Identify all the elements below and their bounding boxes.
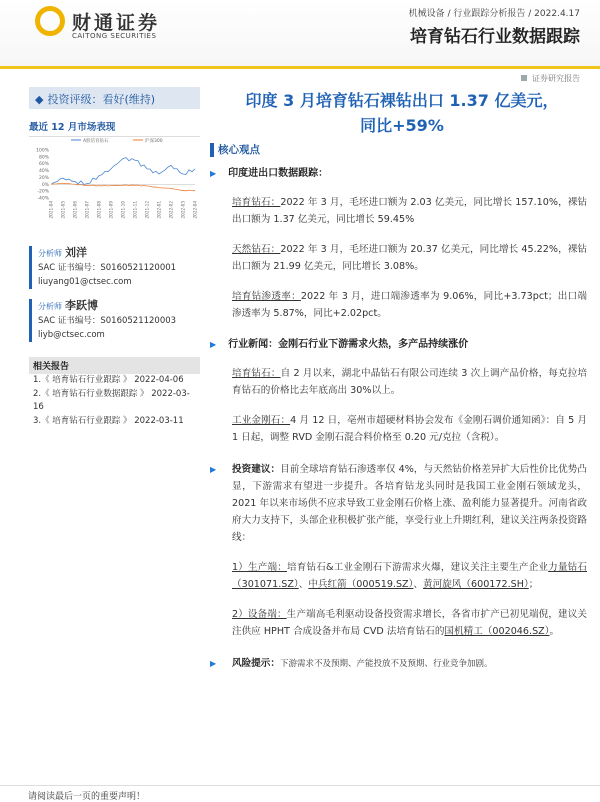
analyst-sac: SAC 证书编号：S0160521120003 bbox=[38, 316, 177, 326]
core-views-heading: 核心观点 bbox=[210, 143, 260, 157]
text: 2022 年 3 月，毛坯进口额为 20.37 亿美元，同比增长 45.22%，裸钻出口额为 21.99 亿美元，同比增长 3.08%。 bbox=[232, 244, 587, 272]
report-series-title: 培育钻石行业数据跟踪 bbox=[410, 27, 580, 47]
y-tick-label: 100% bbox=[36, 148, 49, 154]
footer-note: 请阅读最后一页的重要声明！ bbox=[28, 792, 146, 802]
related-report-link[interactable]: 1.《 培育钻石行业跟踪 》 2022-04-06 bbox=[33, 375, 184, 385]
x-tick-label: 2021-11 bbox=[132, 201, 138, 219]
footer-divider bbox=[0, 785, 600, 786]
text: 2022 年 3 月，毛坯进口额为 2.03 亿美元，同比增长 157.10%，裸钻出口额为 1.37 亿美元，同比增长 59.45% bbox=[232, 197, 587, 225]
para-risk bbox=[210, 655, 587, 673]
text: 4 月 12 日，亳州市超硬材料协会发布《金刚石调价通知函》：自 5 月 1 日起，调整 RVD 金刚石混合料价格至 0.20 元/克拉（含税）。 bbox=[232, 415, 587, 443]
x-tick-label: 2022-02 bbox=[168, 201, 174, 219]
caitong-logo-icon bbox=[35, 6, 65, 36]
bullet-trade-data: ▶ 印度进出口数据跟踪： bbox=[210, 167, 587, 181]
para-production bbox=[232, 559, 587, 593]
market-performance-title: 最近 12 月市场表现 bbox=[29, 119, 200, 137]
related-report-link[interactable]: 3.《 培育钻石行业跟踪 》 2022-03-11 bbox=[33, 415, 184, 426]
y-tick-label: -40% bbox=[37, 196, 49, 202]
stock-link[interactable]: 国机精工（002046.SZ） bbox=[444, 626, 550, 637]
x-tick-label: 2021-08 bbox=[96, 201, 102, 219]
bullet-industry-news: ▶ 行业新闻：金刚石行业下游需求火热，多产品持续涨价 bbox=[210, 338, 587, 352]
text: 生产端高毛利驱动设备投资需求增长，各省市扩产已初见端倪，建议关注供应 HPHT 合成设备并布局 CVD 法培育钻石的 bbox=[232, 609, 588, 637]
page-title bbox=[212, 88, 592, 138]
text: 下游需求不及预期、产能投放不及预期、行业竞争加剧。 bbox=[279, 659, 493, 669]
analyst-role: 分析师 bbox=[38, 249, 62, 258]
x-tick-label: 2022-03 bbox=[180, 201, 186, 219]
analyst-card bbox=[29, 299, 200, 342]
y-tick-label: 20% bbox=[38, 175, 49, 181]
related-report-link[interactable]: 2.《 培育钻石行业数据跟踪 》 2022-03-16 bbox=[33, 388, 190, 412]
title-line-2: 同比+59% bbox=[360, 116, 444, 135]
market-performance-chart bbox=[29, 134, 200, 238]
para-investment-advice bbox=[210, 461, 587, 546]
x-tick-label: 2021-04 bbox=[48, 201, 54, 219]
para-news-lab bbox=[232, 365, 587, 399]
diamond-icon: ◆ bbox=[35, 93, 44, 106]
bullet-arrow-icon: ▶ bbox=[210, 465, 217, 474]
analyst-card bbox=[29, 246, 200, 289]
legend-label: A股培育钻石 bbox=[83, 139, 109, 144]
analyst-sac: SAC 证书编号：S0160521120001 bbox=[38, 263, 177, 273]
analyst-email[interactable]: liyb@ctsec.com bbox=[38, 330, 105, 340]
text: 培育钻石&工业金刚石下游需求火爆，建议关注主要生产企业 bbox=[287, 562, 549, 573]
sep: 、 bbox=[413, 579, 424, 590]
stock-link[interactable]: 力量钻石（301071.SZ） bbox=[232, 562, 587, 590]
logo-subtext: CAITONG SECURITIES bbox=[72, 32, 157, 40]
sep: 。 bbox=[549, 626, 560, 637]
text: 2022 年 3 月，进口端渗透率为 9.06%，同比+3.73pct；出口端渗透率为 5.87%，同比+2.02pct。 bbox=[232, 291, 587, 319]
logo-text: 财通证券 bbox=[72, 12, 161, 34]
y-tick-label: 0% bbox=[41, 182, 49, 188]
breadcrumb: 机械设备 / 行业跟踪分析报告 / 2022.4.17 bbox=[408, 9, 580, 19]
x-tick-label: 2021-09 bbox=[108, 201, 114, 219]
x-tick-label: 2022-04 bbox=[192, 201, 198, 219]
stock-link[interactable]: 黄河旋风（600172.SH） bbox=[423, 579, 529, 590]
y-tick-label: 80% bbox=[38, 155, 49, 161]
label: 工业金刚石： bbox=[232, 415, 291, 426]
label: 1）生产端： bbox=[232, 562, 288, 573]
x-tick-label: 2021-12 bbox=[144, 201, 150, 219]
label: 投资建议： bbox=[232, 464, 281, 475]
x-tick-label: 2021-10 bbox=[120, 201, 126, 219]
analyst-email[interactable]: liuyang01@ctsec.com bbox=[38, 277, 132, 287]
x-tick-label: 2021-07 bbox=[84, 201, 90, 219]
header-divider bbox=[0, 66, 600, 69]
series-line bbox=[51, 158, 195, 185]
related-reports-list bbox=[33, 374, 198, 428]
main-content bbox=[210, 143, 587, 673]
analyst-role: 分析师 bbox=[38, 302, 62, 311]
para-news-industrial bbox=[232, 412, 587, 446]
related-reports-title: 相关报告 bbox=[29, 357, 200, 374]
x-tick-label: 2021-05 bbox=[60, 201, 66, 219]
label: 培育钻石： bbox=[232, 368, 281, 379]
para-equipment bbox=[232, 606, 587, 640]
stock-link[interactable]: 中兵红箭（000519.SZ） bbox=[308, 579, 414, 590]
title-line-1: 印度 3 月培育钻石裸钻出口 1.37 亿美元， bbox=[245, 91, 559, 110]
analyst-name: 刘洋 bbox=[65, 246, 87, 259]
para-lab-diamond bbox=[232, 194, 587, 228]
para-natural-diamond bbox=[232, 241, 587, 275]
x-tick-label: 2022-01 bbox=[156, 201, 162, 219]
para-penetration bbox=[232, 288, 587, 322]
x-tick-label: 2021-06 bbox=[72, 201, 78, 219]
legend-label: 沪深300 bbox=[145, 139, 163, 144]
label: 风险提示： bbox=[232, 658, 280, 669]
investment-rating bbox=[29, 87, 200, 109]
sep: ； bbox=[528, 579, 539, 590]
text: 目前全球培育钻石渗透率仅 4%，与天然钻价格差异扩大后性价比优势凸显，下游需求有望进一步提升。各培育钻龙头同时是我国工业金刚石领域龙头，2021 年以来市场供不应求导致工业金刚石价格上涨、盈利能力显著提升。河南省政府大力支持下，头部企业积极扩张产能，享受行业上升期红利，建议关注两条投资路线： bbox=[232, 464, 587, 543]
text: 自 2 月以来，湖北中晶钻石有限公司连续 3 次上调产品价格，每克拉培育钻石的价格比去年底高出 30%以上。 bbox=[232, 368, 588, 396]
label: 2）设备端： bbox=[232, 609, 287, 620]
y-tick-label: 60% bbox=[38, 162, 49, 168]
label: 培育钻渗透率： bbox=[232, 291, 301, 302]
report-type-tag: 证券研究报告 bbox=[521, 73, 580, 84]
bullet-arrow-icon: ▶ bbox=[210, 659, 217, 668]
analyst-name: 李跃博 bbox=[65, 299, 98, 312]
y-tick-label: -20% bbox=[37, 189, 49, 195]
sep: 、 bbox=[298, 579, 309, 590]
y-tick-label: 40% bbox=[38, 169, 49, 175]
label: 培育钻石： bbox=[232, 197, 281, 208]
rating-text: 投资评级：看好(维持) bbox=[47, 93, 156, 106]
label: 天然钻石： bbox=[232, 244, 281, 255]
